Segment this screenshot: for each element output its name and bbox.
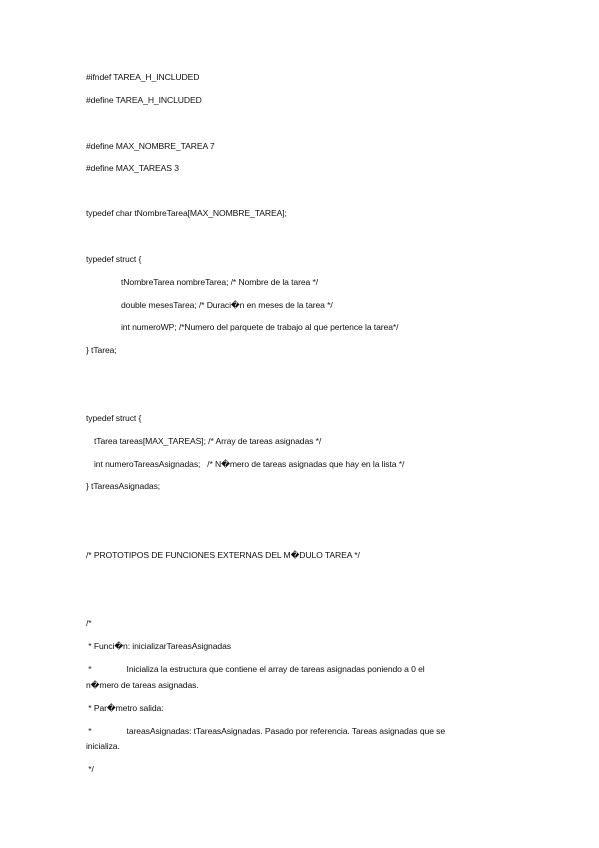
code-line-field-numerowp: int numeroWP; /*Numero del parquete de trabajo al que pertence la tarea*/ [121, 322, 399, 332]
code-line-typedef-nombre: typedef char tNombreTarea[MAX_NOMBRE_TAREA]; [86, 208, 287, 218]
comment-param-text: tareasAsignadas: tTareasAsignadas. Pasado por referencia. Tareas asignadas que se [126, 726, 446, 736]
comment-star: * [86, 664, 92, 674]
code-line-field-numero-tareas: int numeroTareasAsignadas; /* N�mero de tareas asignadas que hay en la lista */ [94, 459, 405, 469]
code-comment-close: */ [86, 764, 94, 774]
code-line-struct-close-tarea: } tTarea; [86, 345, 117, 355]
code-comment-prototipos: /* PROTOTIPOS DE FUNCIONES EXTERNAS DEL M�DULO TAREA */ [86, 550, 360, 560]
code-comment-parametro: * Par�metro salida: [86, 703, 164, 713]
code-line-define-guard: #define TAREA_H_INCLUDED [86, 95, 202, 105]
code-line-struct-close-asignadas: } tTareasAsignadas; [86, 481, 161, 491]
code-comment-open: /* [86, 618, 92, 628]
code-line-define-max-nombre: #define MAX_NOMBRE_TAREA 7 [86, 141, 215, 151]
code-comment-desc-line2: n�mero de tareas asignadas. [86, 680, 199, 690]
code-line-field-tareas: tTarea tareas[MAX_TAREAS]; /* Array de tareas asignadas */ [94, 436, 322, 446]
code-comment-funcion: * Funci�n: inicializarTareasAsignadas [86, 641, 231, 651]
code-line-field-nombre: tNombreTarea nombreTarea; /* Nombre de la tarea */ [121, 277, 319, 287]
code-line-field-meses: double mesesTarea; /* Duraci�n en meses de la tarea */ [121, 300, 333, 310]
comment-star-param: * [86, 726, 92, 736]
code-line-struct-open: typedef struct { [86, 254, 142, 264]
comment-desc-text: Inicializa la estructura que contiene el array de tareas asignadas poniendo a 0 el [126, 664, 425, 674]
code-line-struct2-open: typedef struct { [86, 413, 142, 423]
code-line-ifndef: #ifndef TAREA_H_INCLUDED [86, 72, 200, 82]
code-comment-param-line2: inicializa. [86, 741, 120, 751]
code-line-define-max-tareas: #define MAX_TAREAS 3 [86, 163, 179, 173]
code-comment-desc-line1 [86, 664, 425, 675]
code-comment-param-line1 [86, 726, 445, 737]
